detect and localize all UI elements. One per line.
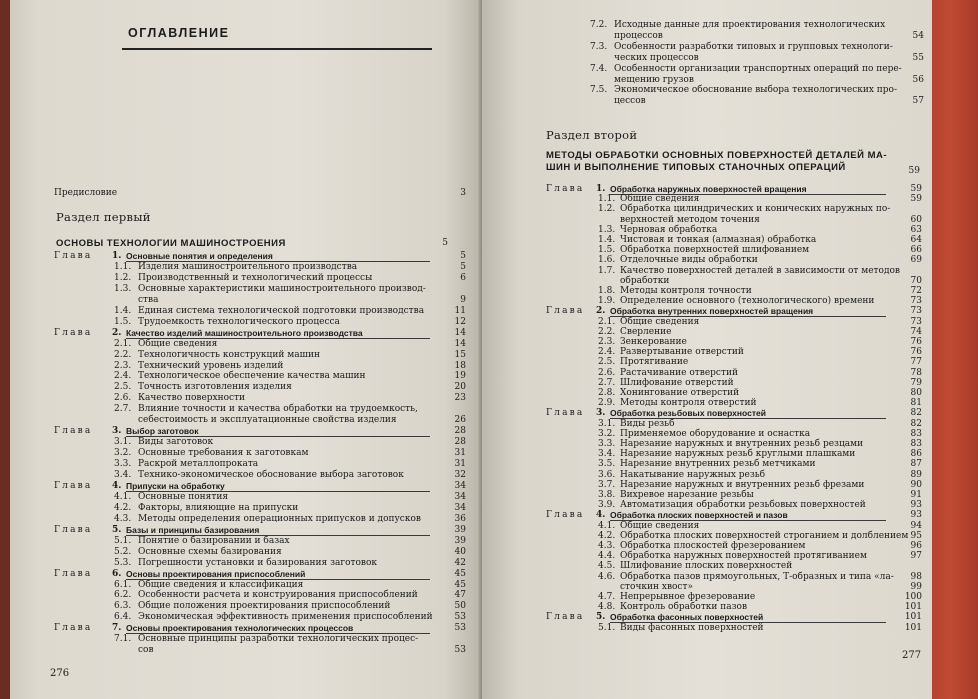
entry-title: Основы проектирования приспособлений: [126, 568, 306, 579]
entry-title: Раскрой металлопроката: [138, 459, 259, 470]
entry-title: Базы и принципы базирования: [126, 524, 260, 535]
entry-page: 5: [460, 251, 466, 261]
entry-page: 59: [910, 194, 922, 205]
entry-page: 99: [910, 581, 922, 592]
entry-page: 50: [454, 601, 466, 612]
entry-title: Обработка плоских поверхностей и пазов: [610, 510, 788, 521]
item-number: 4.5.: [598, 561, 616, 572]
section-label: Раздел второй: [546, 128, 638, 142]
entry-title: Основные схемы базирования: [138, 546, 282, 557]
entry-page: 89: [910, 469, 922, 480]
title-rule: [122, 48, 432, 50]
entry-page: 86: [910, 449, 922, 460]
item-number: 5.3.: [114, 557, 132, 568]
entry-page: 34: [454, 480, 466, 491]
entry-title: Зенкерование: [620, 337, 687, 347]
entry-title: Черновая обработка: [620, 224, 718, 235]
item-number: 2.9.: [598, 398, 616, 409]
page-title: ОГЛАВЛЕНИЕ: [128, 26, 230, 40]
entry-title: Экономическое обоснование выбора технологических про-: [614, 85, 898, 96]
preface-page: 3: [460, 188, 466, 198]
entry-title: Сверление: [620, 326, 672, 337]
chapter-label: Глава: [546, 408, 585, 419]
item-number: 3.2.: [114, 448, 132, 459]
entry-title: Нарезание наружных и внутренних резьб фрезами: [620, 479, 865, 490]
item-number: 3.5.: [598, 459, 616, 470]
item-number: 2.6.: [598, 367, 616, 378]
item-number: 4.6.: [598, 571, 616, 582]
item-number: 2.7.: [114, 404, 132, 415]
entry-title: Изделия машиностроительного производства: [138, 261, 358, 272]
entry-page: 5: [460, 261, 466, 272]
item-number: 2.5.: [114, 382, 132, 393]
item-number: 4.1.: [598, 520, 616, 531]
entry-title: Накатывание наружных резьб: [620, 469, 766, 480]
item-number: 3.1.: [114, 437, 132, 448]
entry-page: 83: [910, 439, 922, 449]
entry-title: процессов: [614, 30, 663, 41]
entry-title: Качество изделий машиностроительного производства: [126, 327, 363, 338]
item-number: 2.8.: [598, 388, 616, 398]
item-number: 3.7.: [598, 479, 616, 490]
entry-title: Виды резьб: [620, 418, 675, 429]
entry-page: 69: [910, 255, 922, 266]
entry-page: 87: [910, 459, 922, 470]
entry-page: 53: [454, 623, 466, 634]
entry-title: Обработка наружных поверхностей протягиванием: [620, 551, 867, 562]
item-number: 1.6.: [598, 255, 616, 266]
entry-page: 40: [454, 546, 466, 557]
entry-title: Погрешности установки и базирования заготовок: [138, 557, 377, 568]
entry-page: 11: [454, 305, 466, 316]
entry-page: 60: [910, 214, 922, 225]
item-number: 5.1.: [114, 535, 132, 546]
entry-page: 31: [454, 448, 466, 459]
entry-title: Нарезание внутренних резьб метчиками: [620, 459, 816, 470]
entry-title: Основные требования к заготовкам: [138, 448, 309, 459]
item-number: 2.4.: [114, 371, 132, 382]
item-number: 3.1.: [598, 418, 616, 429]
entry-page: 15: [454, 349, 466, 360]
entry-page: 98: [910, 571, 922, 582]
entry-title: Нарезание наружных и внутренних резьб резцами: [620, 439, 864, 449]
section-label: Раздел первый: [56, 210, 151, 224]
chapter-number: 5.: [596, 612, 606, 623]
entry-page: 93: [910, 510, 922, 521]
entry-page: 26: [454, 415, 466, 426]
entry-title: Основные принципы разработки технологических процес-: [138, 634, 419, 645]
entry-page: 32: [454, 470, 466, 480]
item-number: 6.3.: [114, 601, 132, 612]
right-page: 7.2. Исходные данные для проектирования технологических процессов 54 7.3. Особенности разработки типовых и групповых технологи- ческих процессов 55 7.4. Особенности организации транспортных операций по пере- мещению грузов 56 7.5. Экономическое обоснование выбора технологических про- цессов 57 Раздел второй МЕТОДЫ ОБРАБОТКИ ОСНОВНЫХ ПОВЕРХНОСТЕЙ ДЕТАЛЕЙ МА- ШИН И ВЫПОЛНЕНИЕ ТИПОВЫХ СТАНОЧНЫХ ОПЕРАЦИЙ 59 Глава 1. Обработка наружных поверхностей вращения 59 1.1. Общие сведения 59 1.2. Обработка цилиндрических и конических наружных по- верхностей методом точения 60 1.3. Черновая обработка 63 1.4. Чистовая и тонкая (алмазная) обработка 64 1.5. Обработка поверхностей шлифованием 66 1.6. Отделочные виды обработки 69 1.7. Качество поверхностей деталей в зависимости от методов обработки 70 1.8. Методы контроля точности 72 1.9. Определение основного (технологического) времени 73 Глава 2. Обработка внутренних поверхностей вращения 73 2.1. Общие сведения 73 2.2. Сверление 74 2.3. Зенкерование 76 2.4. Развертывание отверстий 76 2.5. Протягивание 77 2.6. Растачивание отверстий 78 2.7. Шлифование отверстий 79 2.8. Хонингование отверстий 80 2.9. Методы контроля отверстий 81 Глава 3. Обработка резьбовых поверхностей 82 3.1. Виды резьб 82 3.2. Применяемое оборудование и оснастка 83 3.3. Нарезание наружных и внутренних резьб резцами 83 3.4. Нарезание наружных резьб круглыми плашками 86 3.5. Нарезание внутренних резьб метчиками 87 3.6. Накатывание наружных резьб 89 3.7. Нарезание наружных и внутренних резьб фрезами 90 3.8. Вихревое нарезание резьбы 91 3.9. Автоматизация обработки резьбовых поверхностей 93 Глава 4. Обработка плоских поверхностей и пазов 93 4.1. Общие сведения 94 4.2. Обработка плоских поверхностей строганием и долблением 95 4.3. Обработка плоскостей фрезерованием 96 4.4. Обработка наружных поверхностей протягиванием 97 4.5. Шлифование плоских поверхностей 4.6. Обработка пазов прямоугольных, Т-образных и типа «ла- 98 сточкин хвост» 99 4.7. Непрерывное фрезерование 100 4.8. Контроль обработки пазов 101 Глава 5. Обработка фасонных поверхностей 101 5.1. Виды фасонных поверхностей 101 277: [482, 0, 932, 699]
item-number: 3.4.: [598, 449, 616, 460]
entry-title: Обработка поверхностей шлифованием: [620, 245, 810, 256]
entry-title: Качество поверхностей деталей в зависимости от методов: [620, 265, 900, 276]
entry-page: 31: [454, 459, 466, 470]
entry-page: 76: [910, 347, 922, 358]
entry-title: Технологическое обеспечение качества машин: [138, 371, 366, 382]
entry-page: 23: [454, 393, 466, 404]
item-number: 1.2.: [598, 204, 616, 215]
chapter-label: Глава: [546, 184, 585, 194]
chapter-number: 2.: [596, 306, 606, 317]
entry-page: 66: [910, 245, 922, 256]
left-page: ОГЛАВЛЕНИЕ Предисловие 3 Раздел первый ОСНОВЫ ТЕХНОЛОГИИ МАШИНОСТРОЕНИЯ 5 Глава 1. Основные понятия и определения 5 1.1. Изделия машиностроительного производства 5 1.2. Производственный и технологический процессы 6 1.3. Основные характеристики машиностроительного производ- ства 9 1.4. Единая система технологической подготовки производства 11 1.5. Трудоемкость технологического процесса 12 Глава 2. Качество изделий машиностроительного производства 14 2.1. Общие сведения 14 2.2. Технологичность конструкций машин 15 2.3. Технический уровень изделий 18 2.4. Технологическое обеспечение качества машин 19 2.5. Точность изготовления изделия 20 2.6. Качество поверхности 23 2.7. Влияние точности и качества обработки на трудоемкость, себестоимость и эксплуатационные свойства изделия 26 Глава 3. Выбор заготовок 28 3.1. Виды заготовок 28 3.2. Основные требования к заготовкам 31 3.3. Раскрой металлопроката 31 3.4. Технико-экономическое обоснование выбора заготовок 32 Глава 4. Припуски на обработку 34 4.1. Основные понятия 34 4.2. Факторы, влияющие на припуски 34 4.3. Методы определения операционных припусков и допусков 36 Глава 5. Базы и принципы базирования 39 5.1. Понятие о базировании и базах 39 5.2. Основные схемы базирования 40 5.3. Погрешности установки и базирования заготовок 42 Глава 6. Основы проектирования приспособлений 45 6.1. Общие сведения и классификация 45 6.2. Особенности расчета и конструирования приспособлений 47 6.3. Общие положения проектирования приспособлений 50 6.4. Экономическая эффективность применения приспособлений 53 Глава 7. Основы проектирования технологических процессов 53 7.1. Основные принципы разработки технологических процес- сов 53 276: [10, 0, 482, 699]
item-number: 4.2.: [114, 502, 132, 513]
entry-title: ства: [138, 294, 159, 305]
entry-page: 14: [454, 327, 466, 338]
entry-title: Общие сведения и классификация: [138, 579, 304, 590]
entry-title: Общие сведения: [620, 316, 700, 327]
entry-page: 101: [904, 622, 922, 633]
entry-title: Отделочные виды обработки: [620, 255, 758, 266]
item-number: 7.1.: [114, 634, 132, 645]
entry-page: 79: [910, 377, 922, 388]
item-number: 6.1.: [114, 579, 132, 590]
entry-title: Автоматизация обработки резьбовых поверхностей: [620, 500, 866, 511]
entry-title: ческих процессов: [614, 52, 699, 63]
entry-title: Виды заготовок: [138, 437, 214, 448]
entry-page: 96: [910, 541, 922, 551]
entry-title: себестоимость и эксплуатационные свойства изделия: [138, 415, 397, 426]
entry-page: 91: [910, 490, 922, 500]
entry-page: 64: [910, 235, 922, 245]
entry-title: Развертывание отверстий: [620, 347, 744, 358]
chapter-number: 4.: [112, 480, 122, 491]
entry-page: 34: [454, 502, 466, 513]
item-number: 4.3.: [114, 513, 132, 524]
entry-page: 36: [454, 513, 466, 524]
entry-page: 83: [910, 428, 922, 439]
chapter-number: 6.: [112, 568, 122, 579]
section-heading-line-1: МЕТОДЫ ОБРАБОТКИ ОСНОВНЫХ ПОВЕРХНОСТЕЙ ДЕТАЛЕЙ МА-: [546, 150, 888, 161]
entry-title: верхностей методом точения: [620, 214, 760, 225]
item-number: 1.8.: [598, 286, 616, 296]
entry-page: 53: [454, 645, 466, 656]
entry-title: Обработка цилиндрических и конических наружных по-: [620, 204, 891, 215]
entry-title: Обработка плоских поверхностей строганием и долблением: [620, 530, 909, 541]
entry-page: 72: [910, 286, 922, 296]
item-number: 1.5.: [598, 245, 616, 256]
entry-title: Методы контроля точности: [620, 286, 752, 296]
entry-page: 42: [454, 557, 466, 568]
entry-page: 100: [904, 592, 922, 602]
entry-title: Производственный и технологический процессы: [138, 272, 373, 283]
entry-title: Выбор заготовок: [126, 426, 199, 437]
item-number: 1.2.: [114, 272, 132, 283]
entry-title: Трудоемкость технологического процесса: [138, 316, 340, 327]
item-number: 4.8.: [598, 602, 616, 613]
item-number: 4.4.: [598, 551, 616, 562]
entry-title: обработки: [620, 275, 670, 286]
entry-title: Обработка плоскостей фрезерованием: [620, 541, 806, 551]
entry-page: 56: [912, 74, 924, 85]
item-number: 4.1.: [114, 491, 132, 502]
entry-title: Общие положения проектирования приспособлений: [138, 601, 391, 612]
entry-page: 63: [910, 224, 922, 235]
entry-title: Общие сведения: [620, 520, 700, 531]
entry-title: Виды фасонных поверхностей: [620, 622, 764, 633]
entry-title: Влияние точности и качества обработки на трудоемкость,: [138, 404, 418, 415]
item-number: 3.6.: [598, 469, 616, 480]
entry-page: 70: [910, 275, 922, 286]
entry-page: 93: [910, 500, 922, 511]
item-number: 1.4.: [114, 305, 132, 316]
item-number: 4.2.: [598, 530, 616, 541]
entry-page: 101: [904, 602, 922, 613]
item-number: 3.9.: [598, 500, 616, 511]
entry-title: Качество поверхности: [138, 393, 246, 404]
item-number: 3.2.: [598, 428, 616, 439]
entry-title: Экономическая эффективность применения приспособлений: [138, 612, 433, 623]
item-number: 6.2.: [114, 590, 132, 601]
item-number: 1.3.: [598, 224, 616, 235]
entry-title: цессов: [614, 96, 646, 107]
entry-page: 55: [912, 52, 924, 63]
entry-title: Шлифование отверстий: [620, 377, 734, 388]
item-number: 1.9.: [598, 296, 616, 307]
entry-page: 82: [910, 408, 922, 419]
item-number: 2.3.: [114, 360, 132, 371]
entry-page: 18: [454, 360, 466, 371]
entry-title: Особенности организации транспортных операций по пере-: [614, 63, 902, 74]
entry-page: 19: [454, 371, 466, 382]
entry-title: Протягивание: [620, 357, 689, 368]
entry-title: Особенности разработки типовых и групповых технологи-: [614, 41, 893, 52]
item-number: 1.4.: [598, 235, 616, 245]
entry-title: Технико-экономическое обоснование выбора заготовок: [138, 470, 404, 480]
entry-title: Технологичность конструкций машин: [138, 349, 320, 360]
entry-title: Общие сведения: [620, 194, 700, 205]
entry-title: сточкин хвост»: [620, 581, 693, 592]
item-number: 2.2.: [114, 349, 132, 360]
entry-page: 59: [910, 184, 922, 194]
entry-title: мещению грузов: [614, 74, 694, 85]
entry-page: 34: [454, 491, 466, 502]
entry-page: 74: [910, 326, 922, 337]
chapter-label: Глава: [546, 306, 585, 317]
entry-title: Припуски на обработку: [126, 480, 225, 491]
entry-page: 97: [910, 551, 922, 562]
item-number: 7.4.: [590, 63, 608, 74]
chapter-label: Глава: [54, 327, 93, 338]
entry-page: 45: [454, 568, 466, 579]
section-heading: ОСНОВЫ ТЕХНОЛОГИИ МАШИНОСТРОЕНИЯ: [56, 238, 286, 249]
item-number: 1.1.: [114, 261, 132, 272]
item-number: 2.6.: [114, 393, 132, 404]
entry-page: 53: [454, 612, 466, 623]
entry-page: 73: [910, 296, 922, 307]
item-number: 6.4.: [114, 612, 132, 623]
entry-title: Общие сведения: [138, 338, 218, 349]
entry-page: 101: [904, 612, 922, 623]
item-number: 7.3.: [590, 41, 608, 52]
item-number: 1.1.: [598, 194, 616, 205]
entry-page: 6: [460, 272, 466, 283]
chapter-number: 3.: [596, 408, 606, 419]
item-number: 7.5.: [590, 85, 608, 96]
entry-page: 12: [454, 316, 466, 327]
item-number: 5.2.: [114, 546, 132, 557]
chapter-label: Глава: [54, 623, 93, 634]
entry-title: сов: [138, 645, 154, 656]
item-number: 3.3.: [598, 439, 616, 449]
entry-page: 76: [910, 337, 922, 347]
entry-page: 90: [910, 479, 922, 490]
entry-title: Применяемое оборудование и оснастка: [620, 428, 811, 439]
entry-page: 28: [454, 437, 466, 448]
item-number: 2.7.: [598, 377, 616, 388]
entry-title: Технический уровень изделий: [138, 360, 284, 371]
chapter-label: Глава: [54, 480, 93, 491]
chapter-label: Глава: [546, 612, 585, 623]
item-number: 2.2.: [598, 326, 616, 337]
entry-title: Особенности расчета и конструирования приспособлений: [138, 590, 418, 601]
entry-page: 20: [454, 382, 466, 393]
entry-title: Обработка пазов прямоугольных, Т-образных и типа «ла-: [620, 571, 894, 582]
entry-title: Методы определения операционных припусков и допусков: [138, 513, 421, 524]
chapter-label: Глава: [54, 568, 93, 579]
entry-title: Обработка наружных поверхностей вращения: [610, 184, 807, 194]
entry-page: 47: [454, 590, 466, 601]
entry-page: 9: [460, 294, 466, 305]
entry-page: 28: [454, 426, 466, 437]
item-number: 3.3.: [114, 459, 132, 470]
chapter-label: Глава: [54, 524, 93, 535]
item-number: 2.4.: [598, 347, 616, 358]
item-number: 2.3.: [598, 337, 616, 347]
entry-title: Обработка фасонных поверхностей: [610, 612, 764, 623]
entry-page: 39: [454, 524, 466, 535]
entry-title: Обработка внутренних поверхностей вращения: [610, 306, 814, 317]
item-number: 1.3.: [114, 283, 132, 294]
item-number: 3.8.: [598, 490, 616, 500]
entry-page: 45: [454, 579, 466, 590]
section-heading-line-2: ШИН И ВЫПОЛНЕНИЕ ТИПОВЫХ СТАНОЧНЫХ ОПЕРАЦИЙ: [546, 162, 846, 173]
entry-page: 14: [454, 338, 466, 349]
entry-page: 73: [910, 306, 922, 317]
page-number: 276: [50, 668, 70, 679]
entry-title: Методы контроля отверстий: [620, 398, 757, 409]
item-number: 2.5.: [598, 357, 616, 368]
entry-title: Хонингование отверстий: [620, 388, 740, 398]
entry-title: Растачивание отверстий: [620, 367, 738, 378]
entry-page: 57: [912, 96, 924, 107]
entry-page: 54: [912, 30, 924, 41]
book-cover-edge: [932, 0, 978, 699]
entry-title: Точность изготовления изделия: [138, 382, 292, 393]
chapter-number: 2.: [112, 327, 122, 338]
item-number: 7.2.: [590, 20, 608, 30]
chapter-label: Глава: [54, 251, 93, 261]
entry-title: Единая система технологической подготовки производства: [138, 305, 425, 316]
item-number: 1.7.: [598, 265, 616, 276]
entry-title: Шлифование плоских поверхностей: [620, 561, 793, 572]
chapter-label: Глава: [54, 426, 93, 437]
page-number: 277: [902, 650, 922, 661]
item-number: 2.1.: [114, 338, 132, 349]
entry-title: Контроль обработки пазов: [620, 602, 748, 613]
entry-page: 39: [454, 535, 466, 546]
entry-page: 80: [910, 388, 922, 398]
entry-page: 94: [910, 520, 922, 531]
entry-title: Определение основного (технологического) времени: [620, 296, 875, 307]
entry-page: 81: [910, 398, 922, 409]
entry-title: Нарезание наружных резьб круглыми плашками: [620, 449, 856, 460]
entry-title: Основные характеристики машиностроительного производ-: [138, 283, 426, 294]
chapter-number: 1.: [112, 251, 122, 261]
entry-title: Исходные данные для проектирования технологических: [614, 20, 886, 30]
entry-title: Обработка резьбовых поверхностей: [610, 408, 766, 419]
chapter-number: 5.: [112, 524, 122, 535]
entry-page: 82: [910, 418, 922, 429]
entry-page: 73: [910, 316, 922, 327]
chapter-number: 4.: [596, 510, 606, 521]
entry-title: Факторы, влияющие на припуски: [138, 502, 299, 513]
chapter-number: 3.: [112, 426, 122, 437]
item-number: 4.3.: [598, 541, 616, 551]
entry-title: Основные понятия и определения: [126, 251, 273, 261]
entry-page: 95: [910, 530, 922, 541]
entry-title: Непрерывное фрезерование: [620, 592, 756, 602]
preface-title: Предисловие: [54, 188, 118, 198]
chapter-label: Глава: [546, 510, 585, 521]
entry-page: 77: [910, 357, 922, 368]
chapter-number: 7.: [112, 623, 122, 634]
entry-title: Основные понятия: [138, 491, 228, 502]
entry-title: Понятие о базировании и базах: [138, 535, 290, 546]
entry-title: Чистовая и тонкая (алмазная) обработка: [620, 235, 817, 245]
item-number: 3.4.: [114, 470, 132, 480]
chapter-number: 1.: [596, 184, 606, 194]
item-number: 1.5.: [114, 316, 132, 327]
item-number: 5.1.: [598, 622, 616, 633]
entry-title: Основы проектирования технологических процессов: [126, 623, 354, 634]
item-number: 2.1.: [598, 316, 616, 327]
entry-title: Вихревое нарезание резьбы: [620, 490, 754, 500]
item-number: 4.7.: [598, 592, 616, 602]
entry-page: 78: [910, 367, 922, 378]
